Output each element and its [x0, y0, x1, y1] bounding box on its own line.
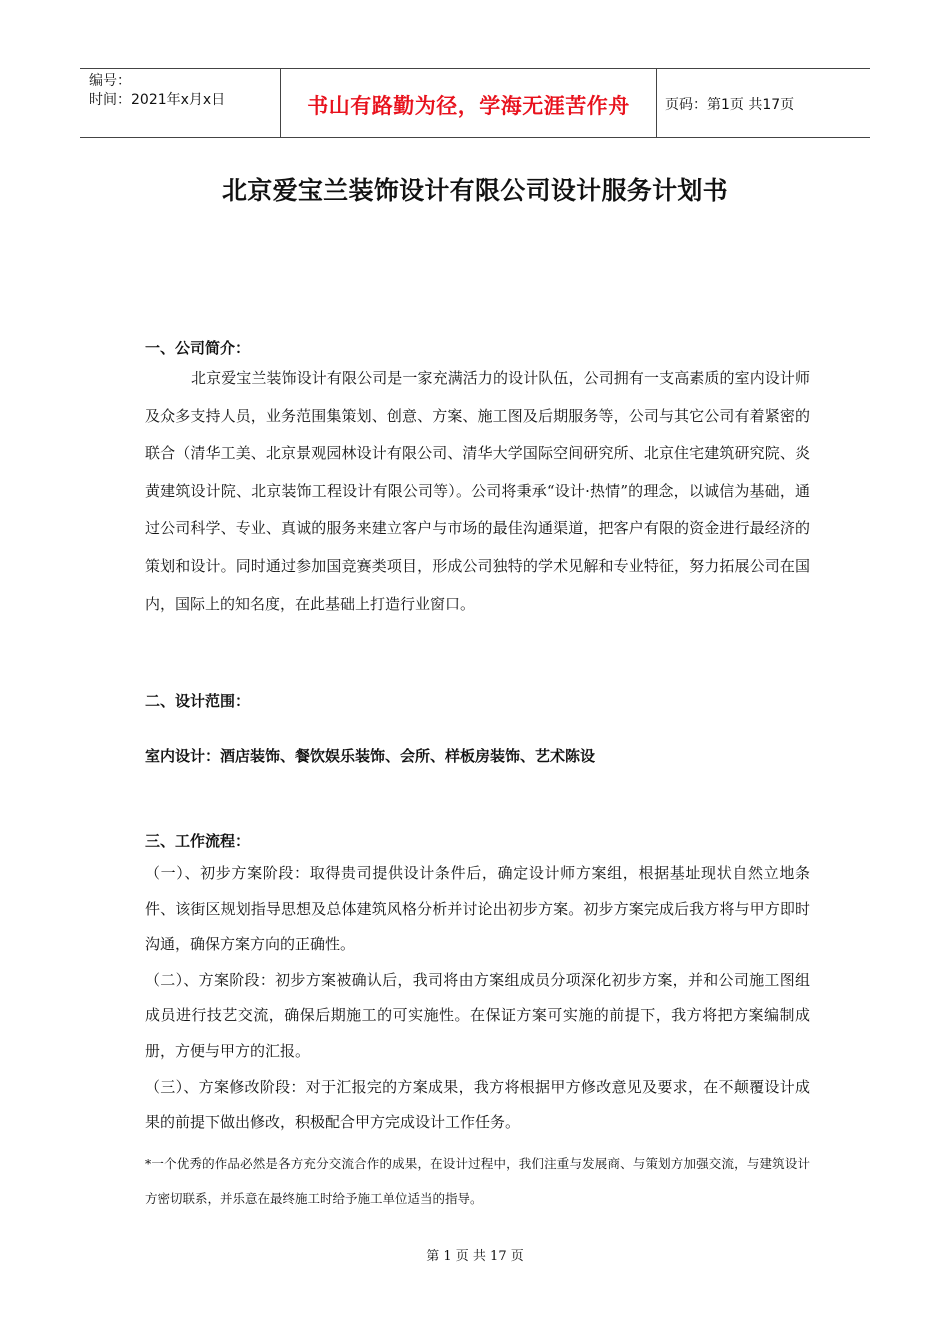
time-label: 时间：2021年x月x日	[89, 92, 226, 108]
document-header	[80, 68, 870, 138]
header-page-code: 页码：第1页 共17页	[665, 97, 795, 113]
header-meta	[80, 69, 281, 137]
note-paragraph: *一个优秀的作品必然是各方充分交流合作的成果，在设计过程中，我们注重与发展商、与策划方加强交流，与建筑设计方密切联系，并乐意在最终施工时给予施工单位适当的指导。	[145, 1156, 810, 1206]
header-motto: 书山有路勤为径，学海无涯苦作舟	[281, 69, 657, 137]
number-label: 编号：	[89, 73, 131, 89]
page-footer: 第 1 页 共 17 页	[426, 1249, 524, 1264]
workflow-paragraph: （一）、初步方案阶段：取得贵司提供设计条件后，确定设计师方案组，根据基址现状自然立地条件、该街区规划指导思想及总体建筑风格分析并讨论出初步方案。初步方案完成后我方将与甲方即时沟通，确保方案方向的正确性。 （二）、方案阶段：初步方案被确认后，我司将由方案组成员分项深化初步方案，并和公司施工图组成员进行技艺交流，确保后期施工的可实施性。在保证方案可实施的前提下，我方将把方案编制成册，方便与甲方的汇报。 （三）、方案修改阶段：对于汇报完的方案成果，我方将根据甲方修改意见及要求，在不颠覆设计成果的前提下做出修改，积极配合甲方完成设计工作任务。	[145, 864, 810, 1132]
scope-paragraph: 室内设计：酒店装饰、餐饮娱乐装饰、会所、样板房装饰、艺术陈设	[145, 747, 596, 765]
document-title: 北京爱宝兰装饰设计有限公司设计服务计划书	[221, 176, 728, 205]
section-heading-intro: 一、公司简介：	[145, 339, 251, 357]
intro-paragraph: 北京爱宝兰装饰设计有限公司是一家充满活力的设计队伍，公司拥有一支高素质的室内设计师及众多支持人员，业务范围集策划、创意、方案、施工图及后期服务等，公司与其它公司有着紧密的联合（清华工美、北京景观园林设计有限公司、清华大学国际空间研究所、北京住宅建筑研究院、炎黄建筑设计院、北京装饰工程设计有限公司等）。公司将秉承“设计·热情”的理念，以诚信为基础，通过公司科学、专业、真诚的服务来建立客户与市场的最佳沟通渠道，把客户有限的资金进行最经济的策划和设计。同时通过参加国竞赛类项目，形成公司独特的学术见解和专业特征，努力拓展公司在国内，国际上的知名度，在此基础上打造行业窗口。	[145, 369, 810, 613]
section-heading-scope: 二、设计范围：	[145, 692, 251, 710]
section-heading-workflow: 三、工作流程：	[145, 832, 251, 850]
